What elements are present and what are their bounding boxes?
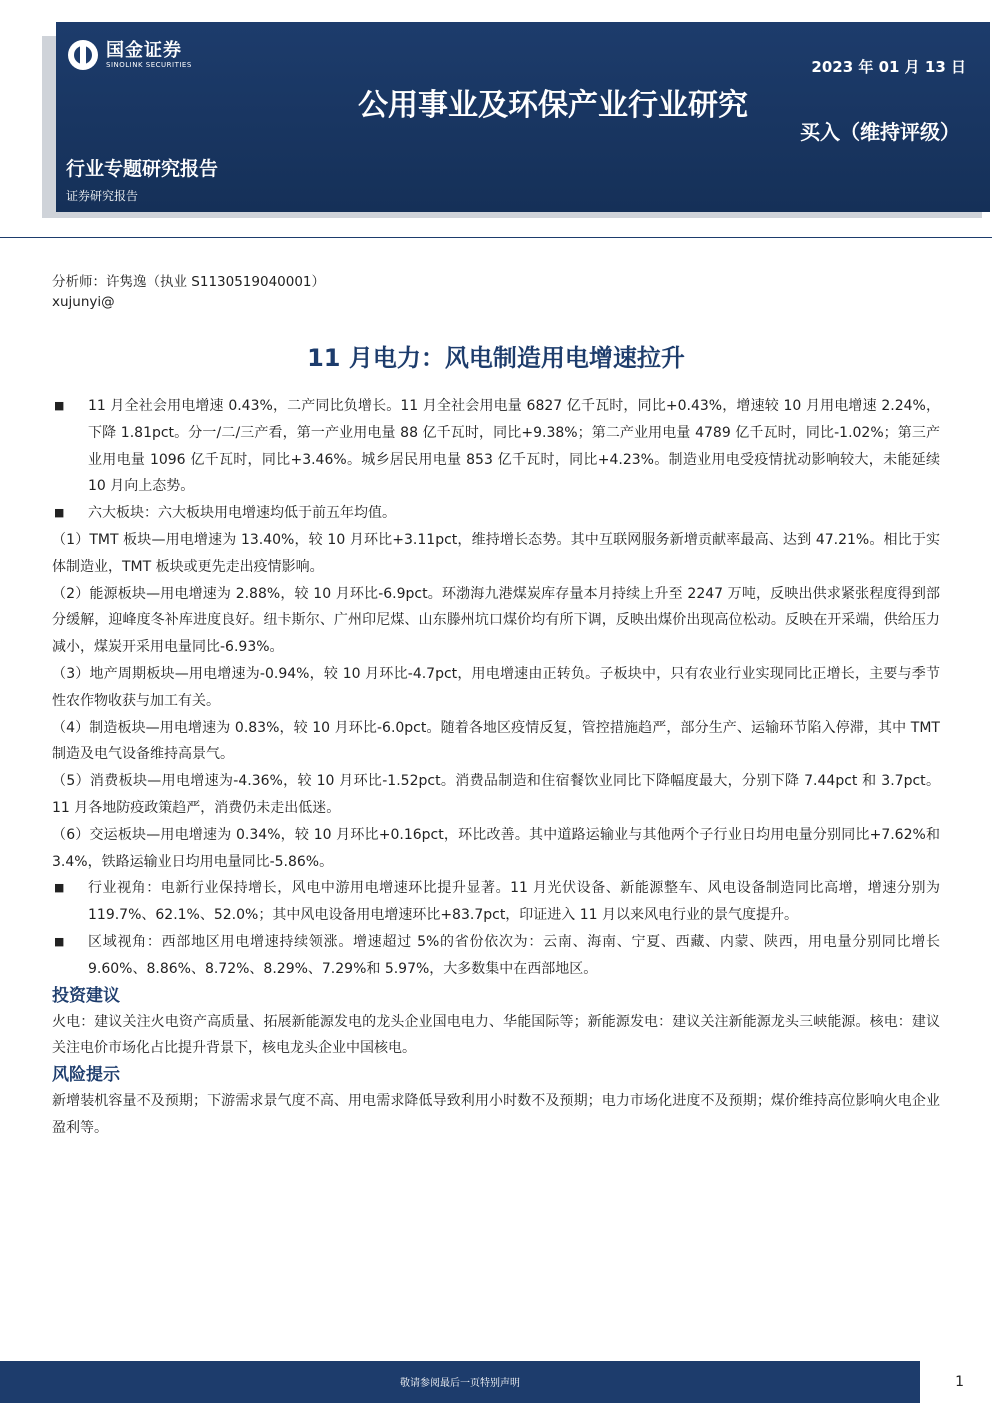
summary-bullet <box>52 393 940 500</box>
risk-text: 新增装机容量不及预期；下游需求景气度不高、用电需求降低导致利用小时数不及预期；电力市场化进度不及预期；煤价维持高位影响火电企业盈利等。 <box>52 1093 940 1136</box>
industry-title: 公用事业及环保产业行业研究 <box>358 88 748 123</box>
risk-heading: 风险提示 <box>52 1065 120 1086</box>
bullet-text: 区域视角：西部地区用电增速持续领涨。增速超过 5%的省份依次为：云南、海南、宁夏、西藏、内蒙、陕西，用电量分别同比增长 9.60%、8.86%、8.72%、8.29%、7.29%和 5.97%，大多数集中在西部地区。 <box>88 933 940 977</box>
bullet-square-icon: ■ <box>54 506 65 520</box>
sector-manufacturing: （4）制造板块—用电增速为 0.83%，较 10 月环比-6.0pct。随着各地区疫情反复，管控措施趋严，部分生产、运输环节陷入停滞，其中 TMT 制造及电气设备维持高景气。 <box>52 719 940 763</box>
sector-consumer: （5）消费板块—用电增速为-4.36%，较 10 月环比-1.52pct。消费品制造和住宿餐饮业同比下降幅度最大，分别下降 7.44pct 和 3.7pct。11 月各地防疫政策趋严，消费仍未走出低迷。 <box>52 773 940 816</box>
sector-transport: （6）交运板块—用电增速为 0.34%，较 10 月环比+0.16pct，环比改善。其中道路运输业与其他两个子行业日均用电量分别同比+7.62%和 3.4%，铁路运输业日均用电量同比-5.86%。 <box>52 826 940 870</box>
report-subtype: 证券研究报告 <box>66 189 139 203</box>
logo-icon <box>68 40 98 70</box>
header-divider <box>0 237 992 238</box>
report-title: 11 月电力：风电制造用电增速拉升 <box>307 344 685 372</box>
bullet-square-icon: ■ <box>54 399 65 412</box>
company-logo <box>68 40 192 70</box>
page-number: 1 <box>955 1374 964 1390</box>
investment-heading: 投资建议 <box>52 985 120 1006</box>
footer-disclaimer: 敬请参阅最后一页特别声明 <box>400 1378 520 1389</box>
bullet-square-icon: ■ <box>54 881 65 895</box>
logo-name-cn: 国金证券 <box>106 39 182 61</box>
industry-bullet <box>52 875 940 929</box>
analyst-email: xujunyi@ <box>52 294 115 310</box>
analyst-name: 分析师：许隽逸（执业 S1130519040001） <box>52 274 326 290</box>
sectors-bullet <box>52 500 940 527</box>
bullet-text: 六大板块：六大板块用电增速均低于前五年均值。 <box>88 505 396 522</box>
bullet-text: 11 月全社会用电增速 0.43%，二产同比负增长。11 月全社会用电量 6827 亿千瓦时，同比+0.43%，增速较 10 月用电增速 2.24%，下降 1.81pct。分一/二/三产看，第一产业用电量 88 亿千瓦时，同比+9.38%；第二产业用电量 4789 亿千瓦时，同比-1.02%；第三产业用电量 1096 亿千瓦时，同比+3.46%。城乡居民用电量 853 亿千瓦时，同比+4.23%。制造业用电受疫情扰动影响较大，未能延续 10 月向上态势。 <box>88 398 940 495</box>
logo-name-en: SINOLINK SECURITIES <box>106 60 192 69</box>
report-header <box>56 22 990 212</box>
bullet-square-icon: ■ <box>54 934 65 948</box>
rating-label: 买入（维持评级） <box>800 120 960 144</box>
investment-text: 火电：建议关注火电资产高质量、拓展新能源发电的龙头企业国电电力、华能国际等；新能源发电：建议关注新能源龙头三峡能源。核电：建议关注电价市场化占比提升背景下，核电龙头企业中国核电。 <box>52 1013 940 1057</box>
report-body <box>52 393 940 1142</box>
region-bullet <box>52 929 940 983</box>
sector-tmt: （1）TMT 板块—用电增速为 13.40%，较 10 月环比+3.11pct，维持增长态势。其中互联网服务新增贡献率最高、达到 47.21%。相比于实体制造业，TMT 板块或更先走出疫情影响。 <box>52 531 940 575</box>
sector-property: （3）地产周期板块—用电增速为-0.94%，较 10 月环比-4.7pct，用电增速由正转负。子板块中，只有农业行业实现同比正增长，主要与季节性农作物收获与加工有关。 <box>52 665 940 709</box>
report-type: 行业专题研究报告 <box>66 158 219 180</box>
analyst-info <box>52 272 325 312</box>
bullet-text: 行业视角：电新行业保持增长，风电中游用电增速环比提升显著。11 月光伏设备、新能源整车、风电设备制造同比高增，增速分别为 119.7%、62.1%、52.0%；其中风电设备用电增速环比+83.7pct，印证进入 11 月以来风电行业的景气度提升。 <box>88 880 940 924</box>
report-date: 2023 年 01 月 13 日 <box>811 58 966 76</box>
sector-energy: （2）能源板块—用电增速为 2.88%，较 10 月环比-6.9pct。环渤海九港煤炭库存量本月持续上升至 2247 万吨，反映出供求紧张程度得到部分缓解，迎峰度冬补库进度良好。纽卡斯尔、广州印尼煤、山东滕州坑口煤价均有所下调，反映出煤价出现高位松动。反映在开采端，供给压力减小，煤炭开采用电量同比-6.93%。 <box>52 585 940 656</box>
